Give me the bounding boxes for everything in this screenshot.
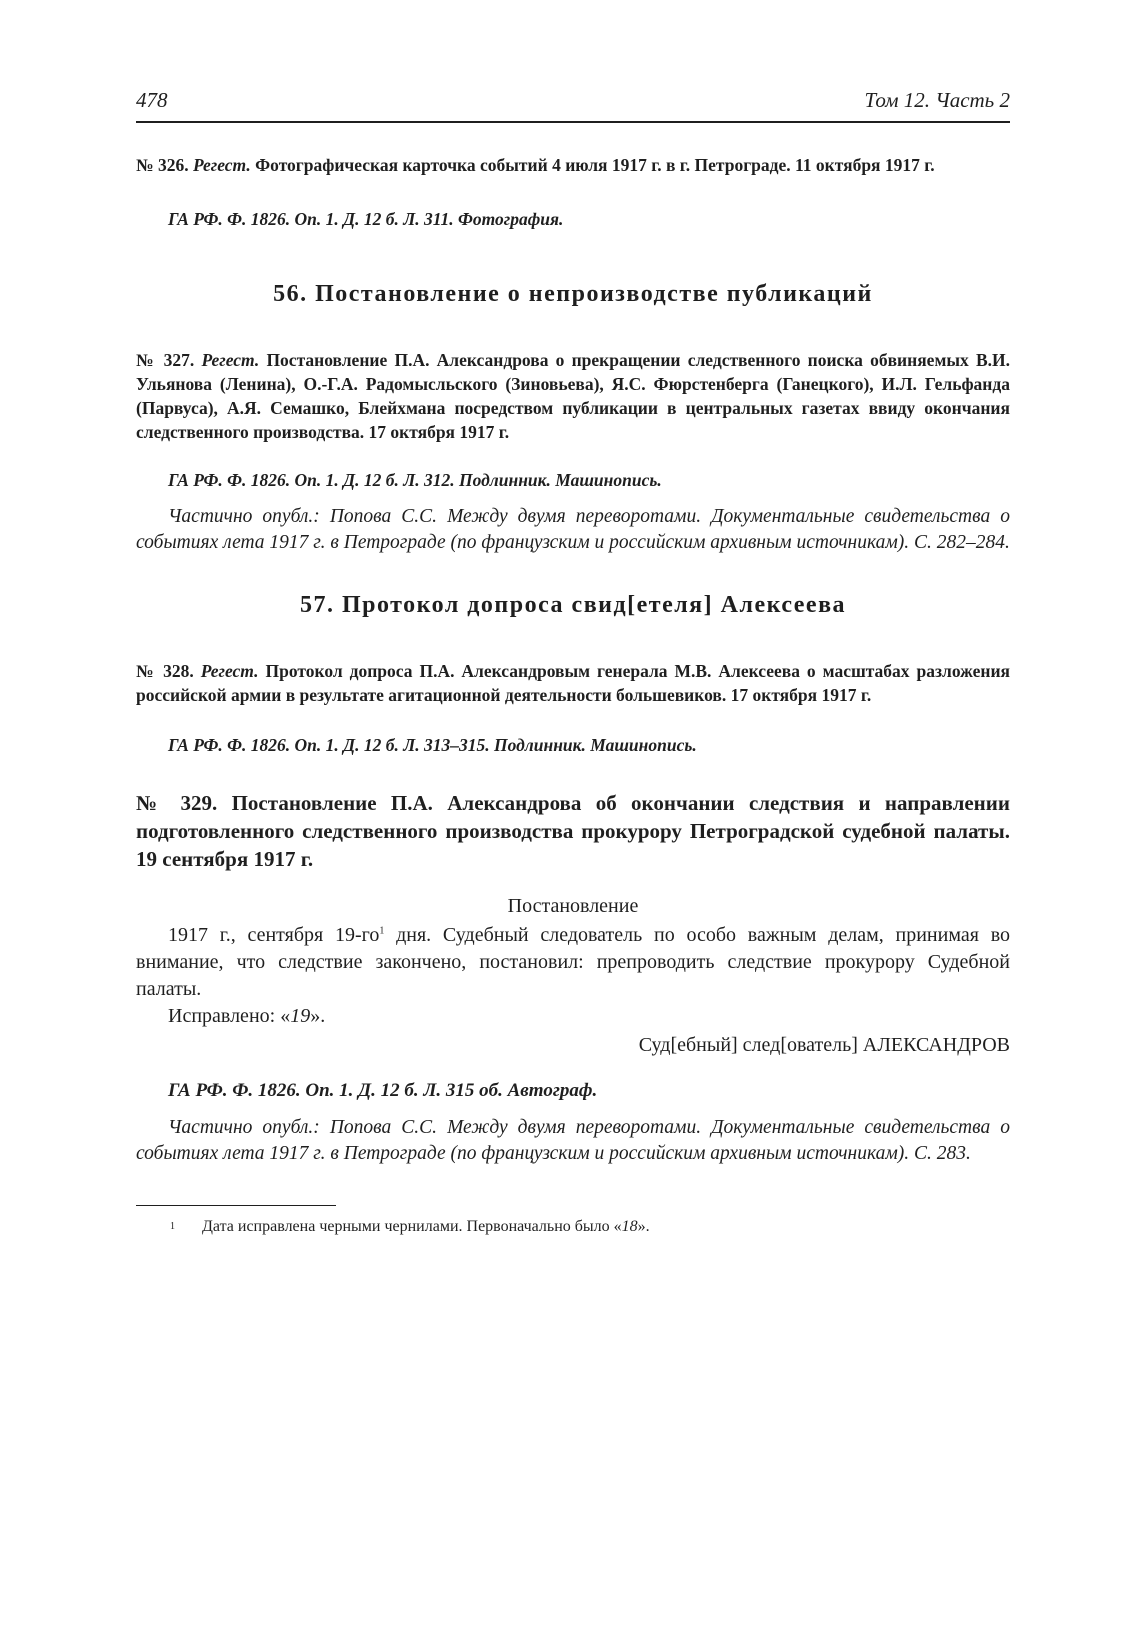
correction-value: 19 bbox=[290, 1005, 311, 1027]
page-header bbox=[136, 88, 1010, 123]
entry-326 bbox=[136, 153, 1010, 177]
publication-note: Частично опубл.: Попова С.С. Между двумя переворотами. Документальные свидетельства о событиях лета 1917 г. в Петрограде (по французским и российским архивным источникам). С. 282–284. bbox=[136, 506, 1010, 553]
entry-label: Регест. bbox=[192, 155, 251, 175]
entry-328 bbox=[136, 659, 1010, 707]
entry-327 bbox=[136, 348, 1010, 444]
archive-citation: ГА РФ. Ф. 1826. Оп. 1. Д. 12 б. Л. 315 об. Автограф. bbox=[168, 1080, 598, 1101]
entry-number: № 328. bbox=[136, 661, 194, 681]
footnote-body: Дата исправлена черными чернилами. Первоначально было « bbox=[202, 1218, 622, 1235]
publication-note: Частично опубл.: Попова С.С. Между двумя переворотами. Документальные свидетельства о событиях лета 1917 г. в Петрограде (по французским и российским архивным источникам). С. 283. bbox=[136, 1117, 1010, 1164]
footnote bbox=[136, 1216, 1010, 1238]
archive-citation: ГА РФ. Ф. 1826. Оп. 1. Д. 12 б. Л. 311. Фотография. bbox=[168, 209, 564, 229]
section-heading-56: 56. Постановление о непроизводстве публикаций bbox=[273, 281, 873, 307]
footnote-divider bbox=[136, 1205, 336, 1206]
footnote-text bbox=[202, 1216, 650, 1238]
correction-note bbox=[168, 1003, 1010, 1030]
entry-number: № 326. bbox=[136, 155, 189, 175]
signature: Суд[ебный] след[ователь] АЛЕКСАНДРОВ bbox=[638, 1034, 1010, 1056]
archive-citation: ГА РФ. Ф. 1826. Оп. 1. Д. 12 б. Л. 312. Подлинник. Машинопись. bbox=[168, 470, 662, 490]
document-heading: Постановление bbox=[507, 895, 639, 917]
footnote-close: ». bbox=[637, 1218, 650, 1235]
body-text: дня. Судебный следователь по особо важным делам, принимая во внимание, что следствие закончено, постановил: препроводить следствие прокурору Судебной палаты. bbox=[136, 924, 1010, 1000]
entry-label: Регест. bbox=[200, 661, 259, 681]
body-date: 1917 г., сентября 19-го bbox=[168, 924, 380, 946]
document-title-329: № 329. Постановление П.А. Александрова об окончании следствия и направлении подготовленного следственного производства прокурору Петроградской судебной палаты. 19 сентября 1917 г. bbox=[136, 791, 1010, 871]
correction-label: Исправлено: « bbox=[168, 1005, 291, 1027]
running-title: Том 12. Часть 2 bbox=[864, 88, 1010, 112]
document-body bbox=[136, 922, 1010, 1003]
footnote-reference: 1 bbox=[379, 925, 385, 937]
section-heading-57: 57. Протокол допроса свид[етеля] Алексеева bbox=[299, 592, 847, 618]
footnote-mark: 1 bbox=[170, 1221, 175, 1232]
archive-citation: ГА РФ. Ф. 1826. Оп. 1. Д. 12 б. Л. 313–315. Подлинник. Машинопись. bbox=[168, 735, 697, 755]
entry-text: Протокол допроса П.А. Александровым генерала М.В. Алексеева о масштабах разложения российской армии в результате агитационной деятельности большевиков. 17 октября 1917 г. bbox=[136, 661, 1011, 705]
correction-close: ». bbox=[310, 1005, 326, 1027]
entry-text: Фотографическая карточка событий 4 июля 1917 г. в г. Петрограде. 11 октября 1917 г. bbox=[255, 155, 935, 175]
entry-text: Постановление П.А. Александрова о прекращении следственного поиска обвиняемых В.И. Ульянова (Ленина), О.-Г.А. Радомысльского (Зиновьева), Я.С. Фюрстенберга (Ганецкого), И.Л. Гельфанда (Парвуса), А.Я. Семашко, Блейхмана посредством публикации в центральных газетах ввиду окончания следственного производства. 17 октября 1917 г. bbox=[136, 350, 1011, 442]
entry-label: Регест. bbox=[201, 350, 260, 370]
footnote-value: 18 bbox=[621, 1218, 638, 1235]
document-page bbox=[136, 88, 1010, 1238]
page-number: 478 bbox=[136, 88, 168, 112]
entry-number: № 327. bbox=[136, 350, 195, 370]
